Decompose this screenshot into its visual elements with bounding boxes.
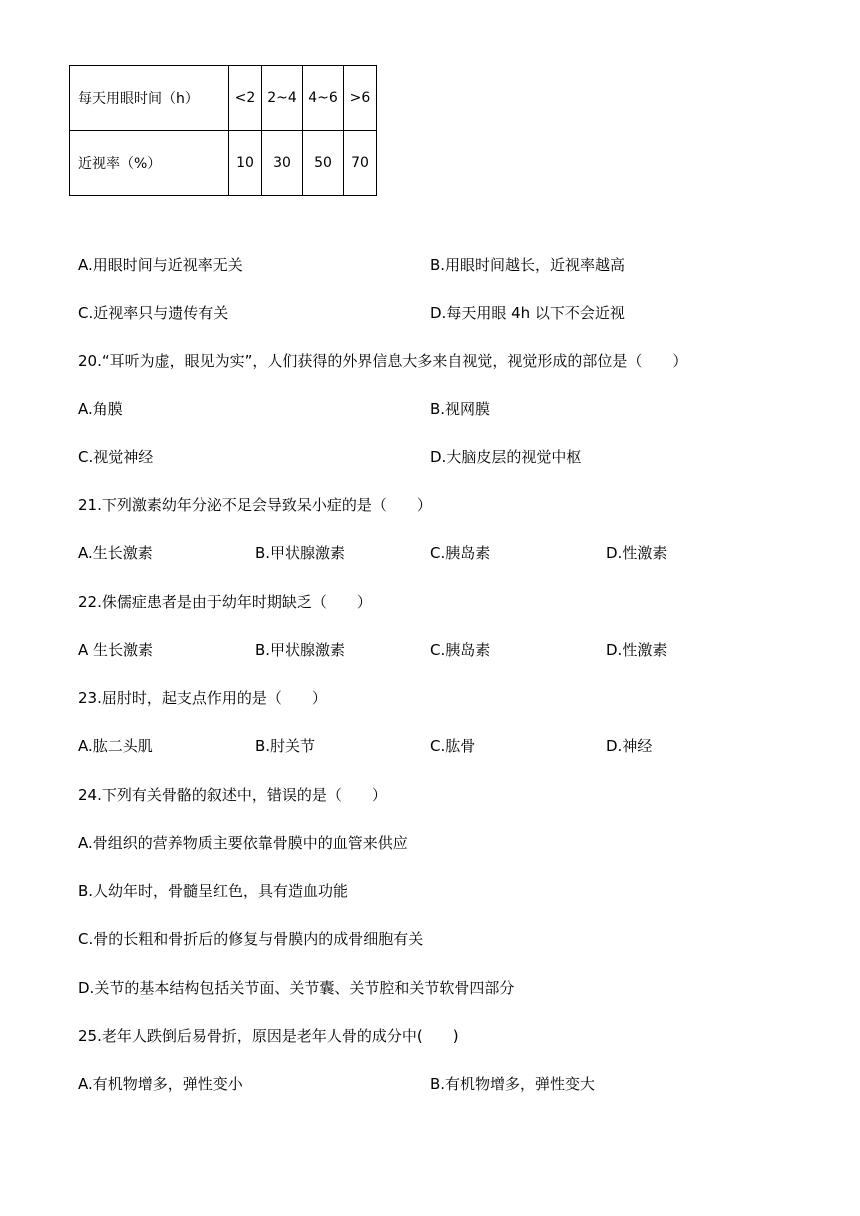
option-d: D.关节的基本结构包括关节面、关节囊、关节腔和关节软骨四部分 <box>78 979 515 997</box>
question-stem: 21.下列激素幼年分泌不足会导致呆小症的是（ ） <box>78 496 432 514</box>
question-stem: 20.“耳听为虚，眼见为实”，人们获得的外界信息大多来自视觉，视觉形成的部位是（ ） <box>78 352 688 370</box>
option-b: B.甲状腺激素 <box>255 641 346 659</box>
table-cell: 2~4 <box>262 66 303 131</box>
option-c: C.近视率只与遗传有关 <box>78 304 229 322</box>
question-stem: 25.老年人跌倒后易骨折，原因是老年人骨的成分中( ) <box>78 1027 459 1045</box>
option-a: A.生长激素 <box>78 544 153 562</box>
table-cell: 70 <box>344 131 377 196</box>
table-cell: <2 <box>229 66 262 131</box>
option-d: D.性激素 <box>606 641 668 659</box>
table-cell: 10 <box>229 131 262 196</box>
option-a: A.有机物增多，弹性变小 <box>78 1075 243 1093</box>
table-cell: >6 <box>344 66 377 131</box>
option-d: D.大脑皮层的视觉中枢 <box>430 448 582 466</box>
option-d: D.性激素 <box>606 544 668 562</box>
option-c: C.肱骨 <box>430 737 476 755</box>
option-b: B.视网膜 <box>430 400 491 418</box>
question-stem: 22.侏儒症患者是由于幼年时期缺乏（ ） <box>78 593 372 611</box>
option-b: B.用眼时间越长，近视率越高 <box>430 256 626 274</box>
option-a: A.骨组织的营养物质主要依靠骨膜中的血管来供应 <box>78 834 408 852</box>
option-b: B.甲状腺激素 <box>255 544 346 562</box>
table-row <box>70 66 377 131</box>
question-stem: 23.屈肘时，起支点作用的是（ ） <box>78 689 327 707</box>
table-header-cell: 近视率（%） <box>70 131 229 196</box>
option-d: D.神经 <box>606 737 653 755</box>
eye-use-myopia-table <box>69 65 377 196</box>
option-c: C.胰岛素 <box>430 544 491 562</box>
option-c: C.骨的长粗和骨折后的修复与骨膜内的成骨细胞有关 <box>78 930 424 948</box>
option-a: A.用眼时间与近视率无关 <box>78 256 243 274</box>
option-a: A.肱二头肌 <box>78 737 153 755</box>
table-header-cell: 每天用眼时间（h） <box>70 66 229 131</box>
option-b: B.有机物增多，弹性变大 <box>430 1075 596 1093</box>
option-b: B.肘关节 <box>255 737 316 755</box>
table-cell: 30 <box>262 131 303 196</box>
table-cell: 4~6 <box>303 66 344 131</box>
table-row <box>70 131 377 196</box>
option-c: C.胰岛素 <box>430 641 491 659</box>
option-a: A 生长激素 <box>78 641 154 659</box>
table-cell: 50 <box>303 131 344 196</box>
question-stem: 24.下列有关骨骼的叙述中，错误的是（ ） <box>78 786 387 804</box>
option-b: B.人幼年时，骨髓呈红色，具有造血功能 <box>78 882 349 900</box>
option-d: D.每天用眼 4h 以下不会近视 <box>430 304 625 322</box>
option-c: C.视觉神经 <box>78 448 154 466</box>
option-a: A.角膜 <box>78 400 123 418</box>
